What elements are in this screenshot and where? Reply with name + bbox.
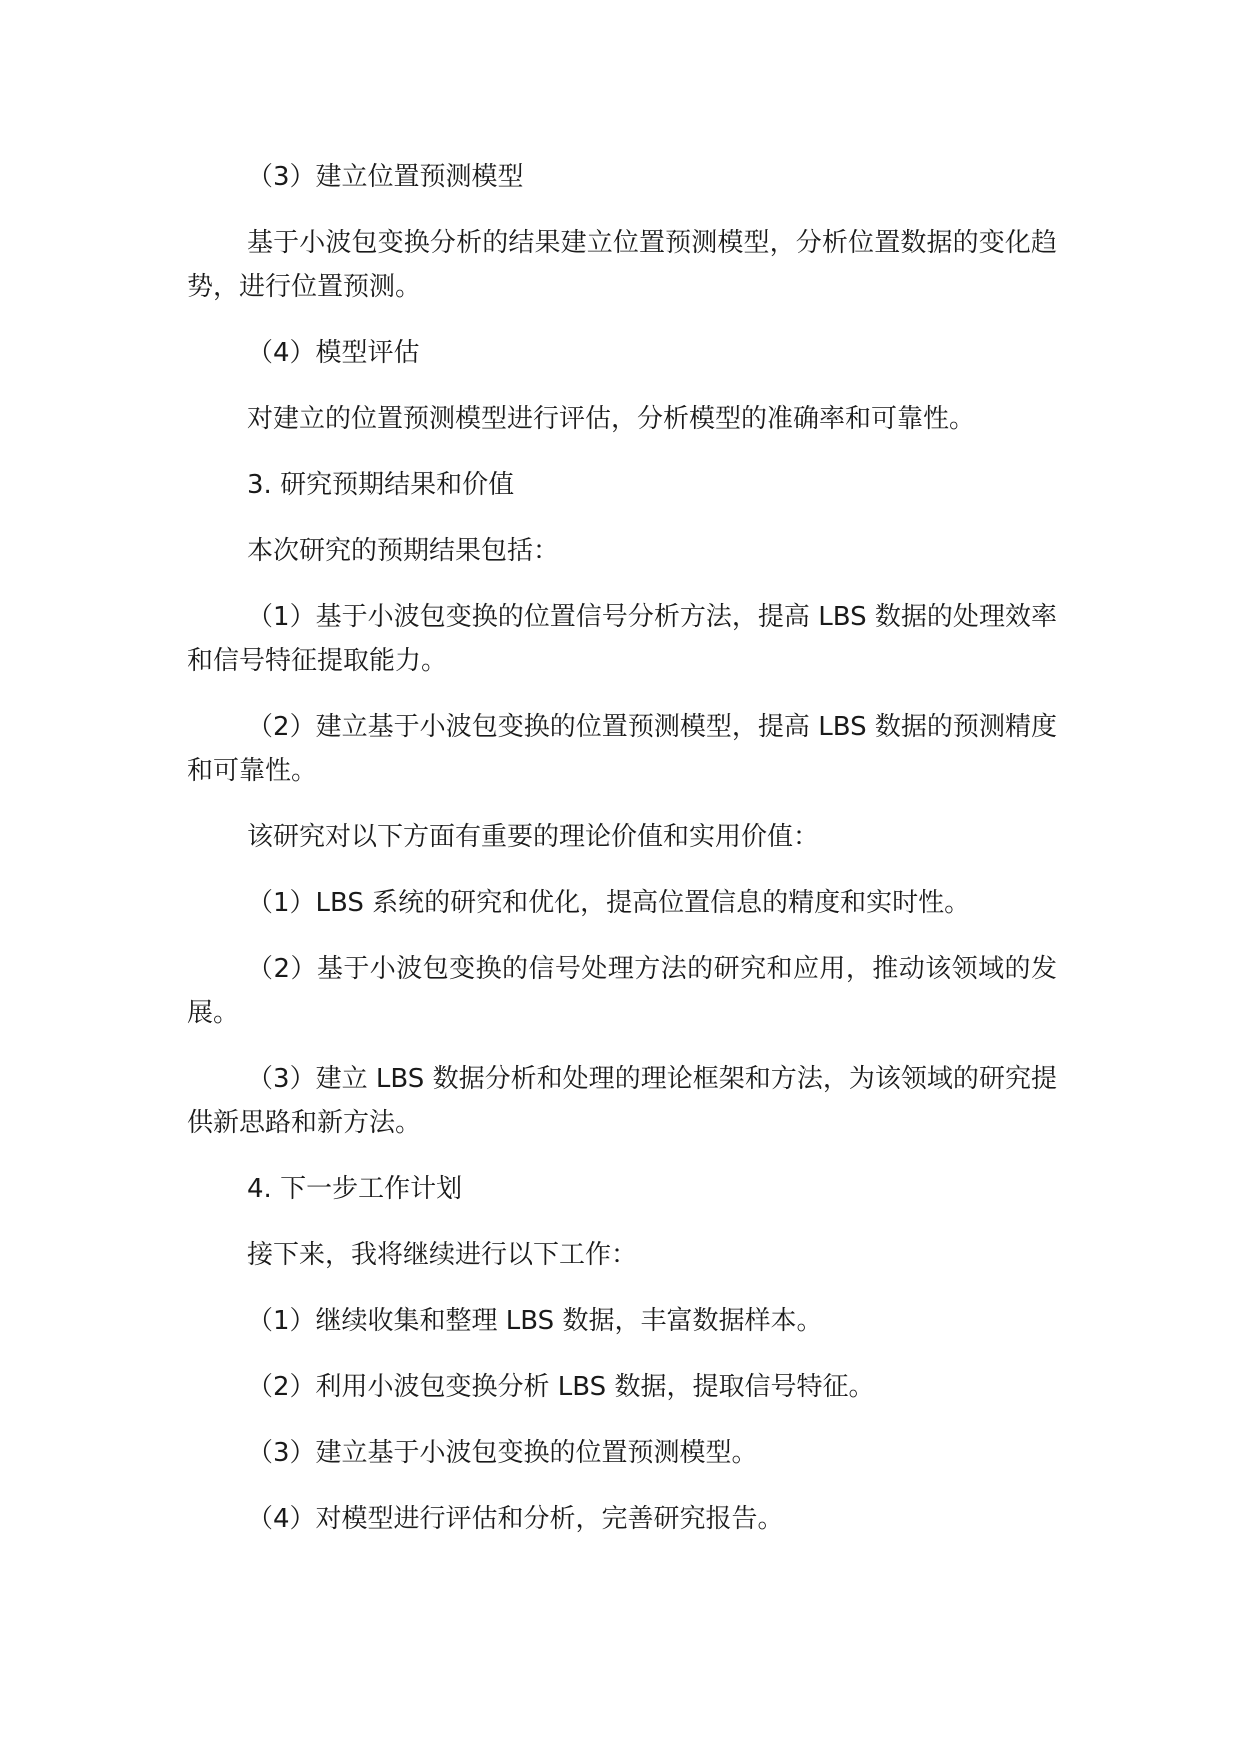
list-item-value-2: （2）基于小波包变换的信号处理方法的研究和应用，推动该领域的发展。: [187, 954, 1057, 1028]
list-item-expected-1: （1）基于小波包变换的位置信号分析方法，提高 LBS 数据的处理效率和信号特征提取能力。: [187, 602, 1057, 676]
paragraph-expected-results-intro: 本次研究的预期结果包括：: [247, 536, 560, 566]
list-item-value-3: （3）建立 LBS 数据分析和处理的理论框架和方法，为该领域的研究提供新思路和新方法。: [187, 1064, 1057, 1138]
section-heading-expected-results: 3. 研究预期结果和价值: [247, 470, 515, 500]
list-item-plan-2: （2）利用小波包变换分析 LBS 数据，提取信号特征。: [247, 1372, 875, 1402]
list-item-plan-3: （3）建立基于小波包变换的位置预测模型。: [247, 1438, 758, 1468]
paragraph-model-evaluation: 对建立的位置预测模型进行评估，分析模型的准确率和可靠性。: [247, 404, 976, 434]
list-item-plan-1: （1）继续收集和整理 LBS 数据，丰富数据样本。: [247, 1306, 823, 1336]
section-heading-next-steps: 4. 下一步工作计划: [247, 1174, 463, 1204]
subheading-3-build-model: （3）建立位置预测模型: [247, 162, 524, 192]
paragraph-value-intro: 该研究对以下方面有重要的理论价值和实用价值：: [247, 822, 820, 852]
subheading-4-model-evaluation: （4）模型评估: [247, 338, 420, 368]
list-item-value-1: （1）LBS 系统的研究和优化，提高位置信息的精度和实时性。: [247, 888, 971, 918]
list-item-expected-2: （2）建立基于小波包变换的位置预测模型，提高 LBS 数据的预测精度和可靠性。: [187, 712, 1057, 786]
paragraph-next-steps-intro: 接下来，我将继续进行以下工作：: [247, 1240, 638, 1270]
list-item-plan-4: （4）对模型进行评估和分析，完善研究报告。: [247, 1504, 784, 1534]
paragraph-build-model: 基于小波包变换分析的结果建立位置预测模型，分析位置数据的变化趋势，进行位置预测。: [187, 228, 1057, 302]
document-body: [187, 155, 1057, 1563]
